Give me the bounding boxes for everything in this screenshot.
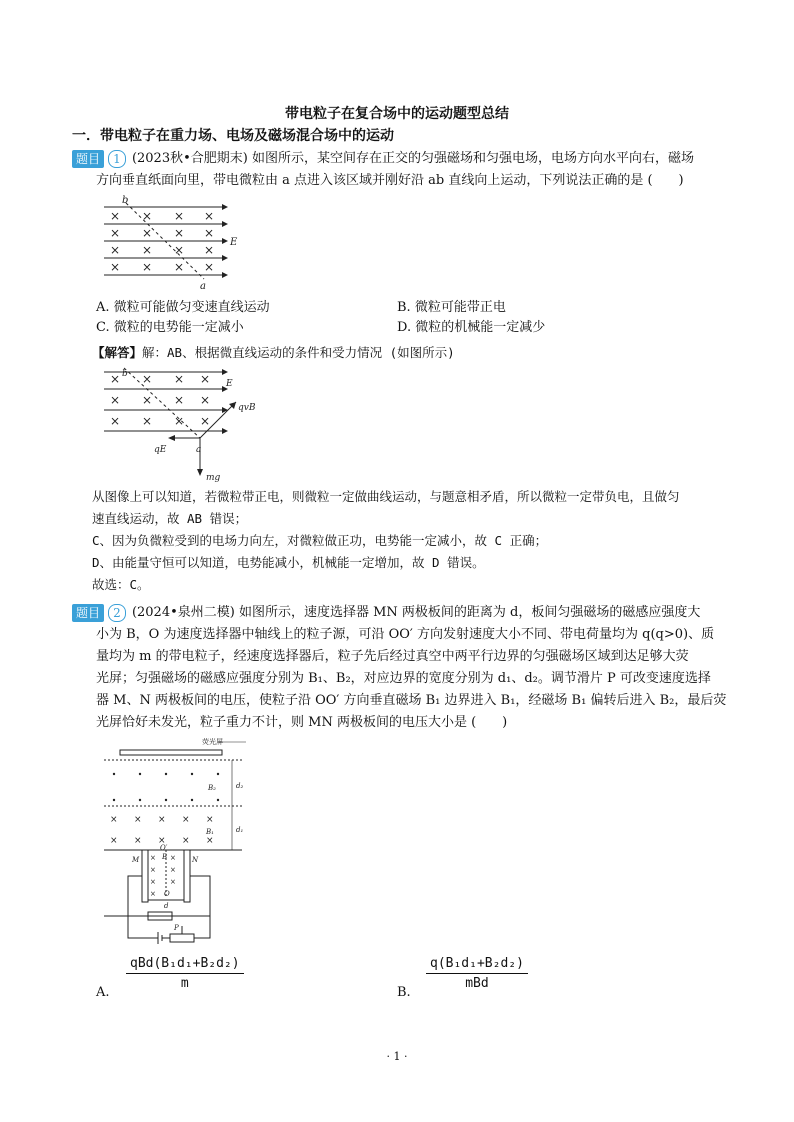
- question-1-text-1: (2023秋•合肥期末) 如图所示，某空间存在正交的匀强磁场和匀强电场，电场方向水平向右，磁场: [131, 151, 694, 166]
- svg-text:×: ×: [110, 260, 121, 274]
- svg-text:×: ×: [204, 209, 215, 223]
- label-O: O: [164, 890, 170, 898]
- option-D[interactable]: D. 微粒的机械能一定减少: [397, 320, 546, 335]
- svg-text:×: ×: [158, 815, 166, 825]
- label-M: M: [132, 856, 140, 864]
- solution-intro: 解：AB、根据微直线运动的条件和受力情况 (如图所示): [142, 345, 455, 360]
- svg-text:×: ×: [174, 414, 185, 428]
- cross-mark: ×: [110, 209, 121, 223]
- option-2-A-fraction[interactable]: [126, 956, 244, 991]
- svg-text:×: ×: [142, 226, 153, 240]
- svg-text:×: ×: [170, 854, 176, 862]
- question-2-line-3: 量均为 m 的带电粒子，经速度选择器后，粒子先后经过真空中两平行边界的匀强磁场区域到达足够大荧: [96, 649, 689, 664]
- svg-text:×: ×: [204, 226, 215, 240]
- label-d1: d₁: [236, 826, 244, 834]
- svg-text:×: ×: [150, 890, 156, 898]
- option-2-B-label[interactable]: B.: [397, 985, 411, 1000]
- label-b: b: [122, 195, 129, 206]
- question-2-line-5: 器 M、N 两极板间的电压，使粒子沿 OO′ 方向垂直磁场 B₁ 边界进入 B₁，经磁场 B₁ 偏转后进入 B₂，最后荧: [96, 693, 727, 708]
- svg-text:×: ×: [182, 815, 190, 825]
- question-2-line-6: 光屏恰好未发光，粒子重力不计，则 MN 两极板间的电压大小是 ( ): [96, 715, 508, 730]
- solution-line-4: D、由能量守恒可以知道，电势能减小，机械能一定增加，故 D 错误。: [92, 555, 485, 570]
- fraction: [126, 956, 244, 991]
- question-1-line-2: 方向垂直纸面向里，带电微粒由 a 点进入该区域并刚好沿 ab 直线向上运动，下列说法正确的是 ( ): [96, 173, 684, 188]
- svg-text:×: ×: [142, 243, 153, 257]
- question-2-line-2: 小为 B，O 为速度选择器中轴线上的粒子源，可沿 OO′ 方向发射速度大小不同、带电荷量均为 q(q>0)、质: [96, 627, 715, 642]
- svg-text:×: ×: [174, 209, 185, 223]
- solution-label: 【解答】: [92, 345, 143, 360]
- section-heading: 一．带电粒子在重力场、电场及磁场混合场中的运动: [72, 128, 394, 144]
- svg-text:×: ×: [174, 260, 185, 274]
- question-1-line-1: [72, 148, 694, 170]
- option-C[interactable]: C. 微粒的电势能一定减小: [96, 320, 244, 335]
- svg-text:×: ×: [110, 414, 121, 428]
- svg-text:×: ×: [158, 836, 166, 846]
- label-B: B: [162, 853, 168, 861]
- question-number: 1: [108, 150, 126, 168]
- solution-line-2: 速直线运动，故 AB 错误；: [92, 511, 248, 526]
- svg-text:×: ×: [110, 243, 121, 257]
- label-B1: B₁: [206, 828, 214, 836]
- question-2-line-4: 光屏；匀强磁场的磁感应强度分别为 B₁、B₂，对应边界的宽度分别为 d₁、d₂。调节滑片 P 可改变速度选择: [96, 671, 711, 686]
- question-1-figure: [96, 193, 256, 293]
- solution-line-3: C、因为负微粒受到的电场力向左，对微粒做正功，电势能一定减小，故 C 正确；: [92, 533, 548, 548]
- svg-text:×: ×: [110, 815, 118, 825]
- svg-text:b: b: [122, 369, 128, 379]
- question-2-figure: [98, 738, 278, 944]
- svg-text:×: ×: [170, 866, 176, 874]
- label-d: d: [164, 902, 169, 910]
- page-title: 带电粒子在复合场中的运动题型总结: [285, 106, 509, 122]
- option-2-A-label[interactable]: A.: [96, 985, 110, 1000]
- svg-text:×: ×: [174, 226, 185, 240]
- solution-figure: [96, 364, 276, 482]
- fraction: [426, 956, 528, 991]
- svg-text:×: ×: [110, 836, 118, 846]
- svg-text:×: ×: [150, 866, 156, 874]
- svg-text:×: ×: [142, 209, 153, 223]
- svg-text:×: ×: [110, 393, 121, 407]
- svg-text:×: ×: [150, 878, 156, 886]
- svg-text:a: a: [196, 445, 202, 455]
- option-2-B-fraction[interactable]: [426, 956, 528, 991]
- svg-text:E: E: [226, 379, 233, 389]
- svg-text:×: ×: [142, 372, 153, 386]
- label-N: N: [192, 856, 199, 864]
- label-qvB: qvB: [238, 403, 256, 413]
- svg-text:×: ×: [110, 226, 121, 240]
- option-A[interactable]: A. 微粒可能做匀变速直线运动: [96, 300, 270, 315]
- svg-text:×: ×: [204, 260, 215, 274]
- svg-text:×: ×: [182, 836, 190, 846]
- question-number: 2: [108, 604, 126, 622]
- svg-text:×: ×: [150, 854, 156, 862]
- svg-text:×: ×: [134, 815, 142, 825]
- solution-line-5: 故选：C。: [92, 577, 150, 592]
- page-number: · 1 ·: [386, 1050, 408, 1063]
- option-B[interactable]: B. 微粒可能带正电: [397, 300, 506, 315]
- label-P: P: [174, 924, 179, 932]
- label-B2: B₂: [208, 784, 216, 792]
- solution-line-1: 从图像上可以知道，若微粒带正电，则微粒一定做曲线运动，与题意相矛盾，所以微粒一定带负电，且做匀: [92, 489, 680, 504]
- svg-text:×: ×: [134, 836, 142, 846]
- solution-heading: [92, 342, 455, 364]
- svg-text:×: ×: [170, 878, 176, 886]
- svg-text:×: ×: [174, 393, 185, 407]
- svg-text:×: ×: [142, 414, 153, 428]
- svg-text:×: ×: [142, 393, 153, 407]
- svg-text:×: ×: [174, 372, 185, 386]
- denominator: mBd: [465, 976, 489, 991]
- label-qE: qE: [154, 445, 167, 455]
- svg-text:×: ×: [200, 414, 211, 428]
- label-O-prime: O′: [160, 844, 168, 852]
- question-2-text-1: (2024•泉州二模) 如图所示，速度选择器 MN 两极板间的距离为 d，板间匀强磁场的磁感应强度大: [131, 605, 701, 620]
- label-d2: d₂: [236, 782, 244, 790]
- svg-text:×: ×: [110, 372, 121, 386]
- svg-text:×: ×: [174, 243, 185, 257]
- numerator: q(B₁d₁+B₂d₂): [426, 956, 528, 974]
- svg-text:×: ×: [204, 243, 215, 257]
- label-mg: mg: [206, 473, 221, 482]
- question-tag: 题目: [72, 150, 104, 168]
- svg-text:×: ×: [142, 260, 153, 274]
- numerator: qBd(B₁d₁+B₂d₂): [126, 956, 244, 974]
- svg-text:×: ×: [206, 836, 214, 846]
- label-screen: 荧光屏: [202, 738, 223, 746]
- label-E: E: [230, 237, 238, 248]
- denominator: m: [180, 976, 189, 991]
- svg-text:×: ×: [200, 372, 211, 386]
- label-a: a: [200, 281, 206, 292]
- question-2-line-1: [72, 602, 700, 624]
- svg-text:×: ×: [200, 393, 211, 407]
- svg-text:×: ×: [206, 815, 214, 825]
- question-tag: 题目: [72, 604, 104, 622]
